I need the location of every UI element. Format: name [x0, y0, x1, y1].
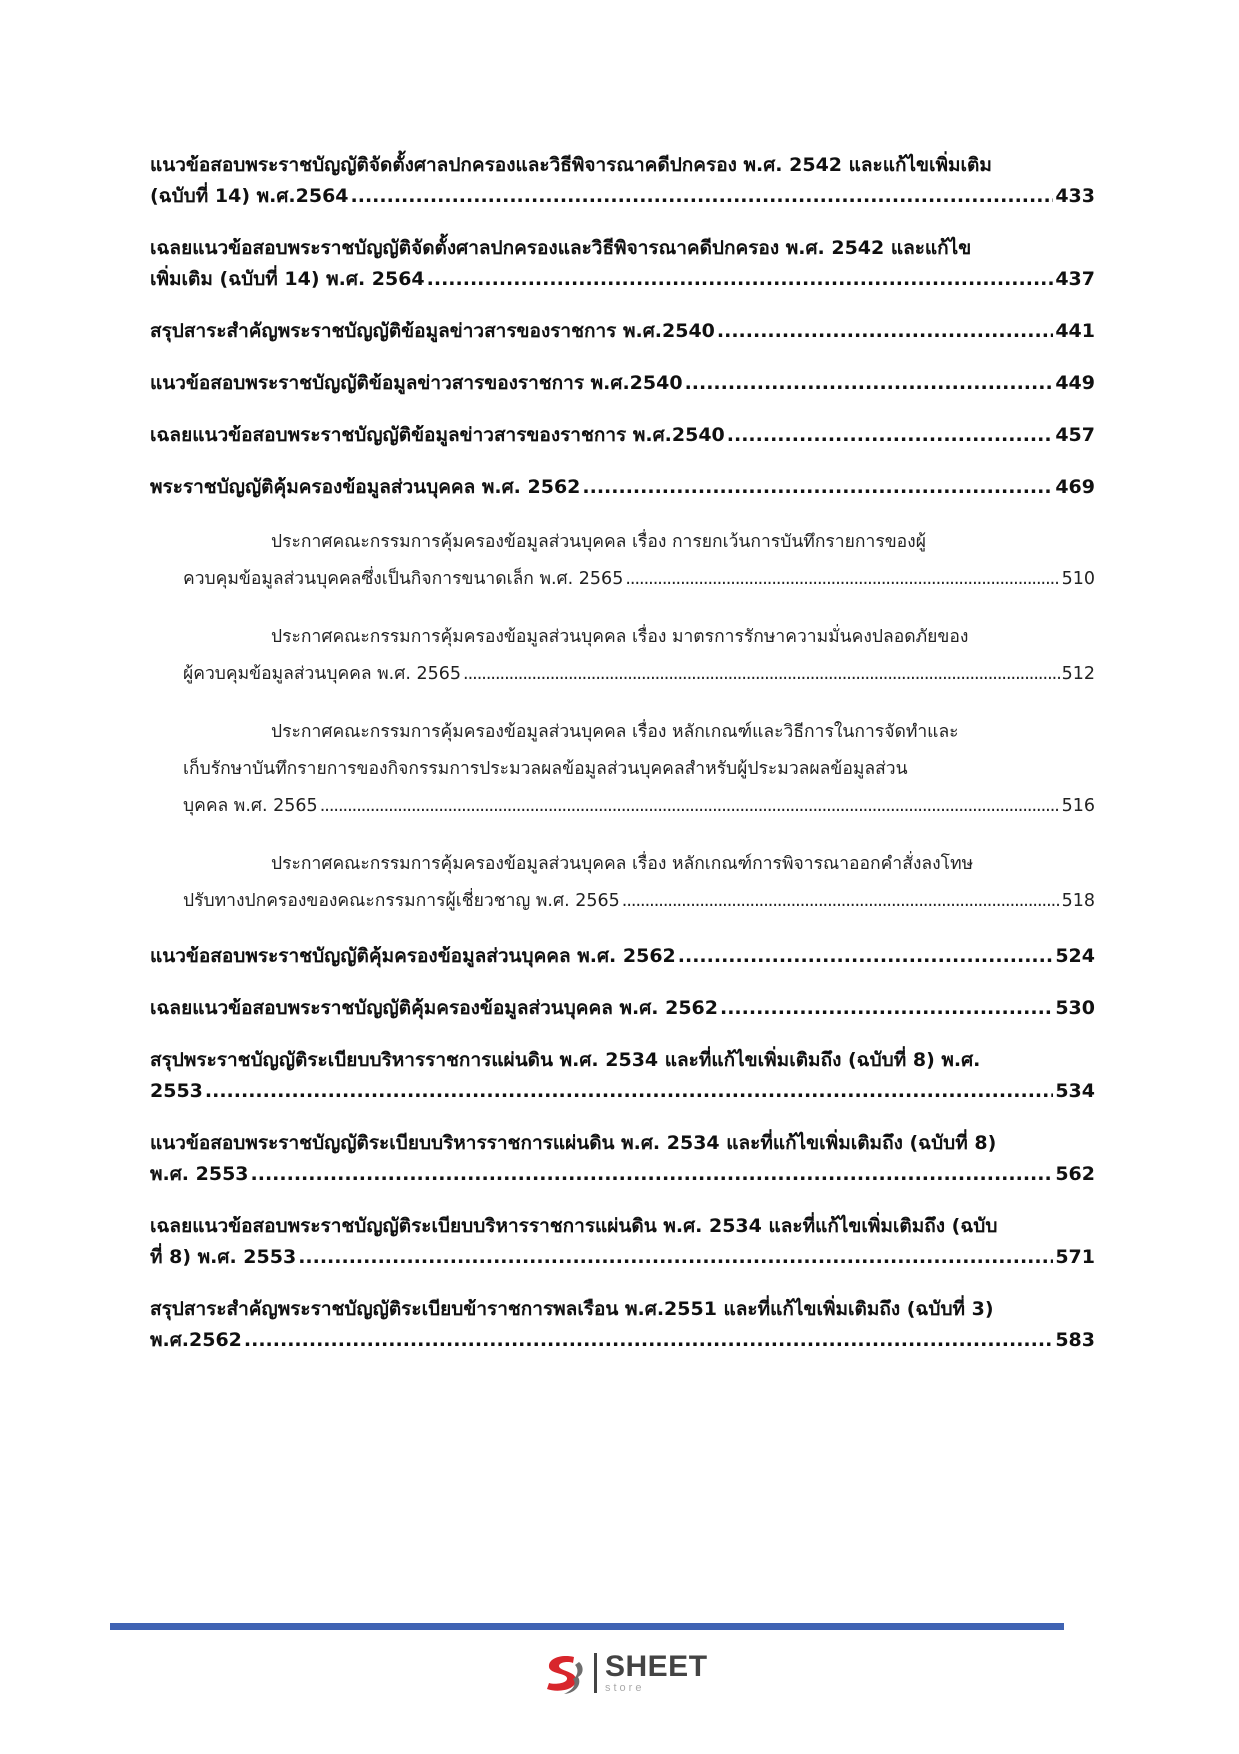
toc-entry-text: ประกาศคณะกรรมการคุ้มครองข้อมูลส่วนบุคคล เรื่อง หลักเกณฑ์การพิจารณาออกคำสั่งลงโทษ — [271, 854, 974, 874]
toc-entry-text: ผู้ควบคุมข้อมูลส่วนบุคคล พ.ศ. 2565 — [183, 664, 462, 684]
dot-leader — [727, 420, 1054, 451]
toc-entry-lastline — [150, 993, 1095, 1024]
toc-entry-text: 2553 — [150, 1080, 203, 1102]
toc-entry-text: พ.ศ.2562 — [150, 1329, 242, 1351]
toc-entry-text: แนวข้อสอบพระราชบัญญัติข้อมูลข่าวสารของราชการ พ.ศ.2540 — [150, 372, 683, 394]
toc-entry-text: เฉลยแนวข้อสอบพระราชบัญญัติคุ้มครองข้อมูลส่วนบุคคล พ.ศ. 2562 — [150, 997, 718, 1019]
sheet-store-logo-icon — [540, 1649, 588, 1697]
toc-subentry — [150, 524, 1095, 598]
toc-entry-lastline — [150, 420, 1095, 451]
toc-entry — [150, 150, 1095, 212]
toc-entry — [150, 1294, 1095, 1356]
toc-entry-lastline — [150, 941, 1095, 972]
dot-leader — [320, 788, 1060, 825]
toc-entry-lastline — [150, 1159, 1095, 1190]
page-number: 433 — [1055, 185, 1095, 207]
toc-entry-lastline — [150, 181, 1095, 212]
dot-leader — [720, 993, 1053, 1024]
brand-logo — [540, 1648, 710, 1698]
toc-entry-lastline — [183, 788, 1095, 825]
toc-entry — [150, 420, 1095, 451]
page-number: 518 — [1061, 891, 1095, 911]
toc-subentry — [150, 714, 1095, 825]
toc-entry — [150, 233, 1095, 295]
toc-entry — [150, 993, 1095, 1024]
toc-entry-text: เฉลยแนวข้อสอบพระราชบัญญัติจัดตั้งศาลปกครองและวิธีพิจารณาคดีปกครอง พ.ศ. 2542 และแก้ไข — [150, 237, 972, 259]
toc-entry — [150, 472, 1095, 503]
toc-subentry — [150, 846, 1095, 920]
toc-entry — [150, 368, 1095, 399]
toc-entry — [150, 1128, 1095, 1190]
toc-entry-text: ประกาศคณะกรรมการคุ้มครองข้อมูลส่วนบุคคล เรื่อง การยกเว้นการบันทึกรายการของผู้ — [271, 532, 926, 552]
brand-subtitle: store — [605, 1682, 645, 1694]
toc-entry — [150, 941, 1095, 972]
page-number: 449 — [1055, 372, 1095, 394]
toc-entry-text: ประกาศคณะกรรมการคุ้มครองข้อมูลส่วนบุคคล เรื่อง มาตรการรักษาความมั่นคงปลอดภัยของ — [271, 627, 969, 647]
toc-entry-text: เฉลยแนวข้อสอบพระราชบัญญัติข้อมูลข่าวสารของราชการ พ.ศ.2540 — [150, 424, 725, 446]
page-number: 534 — [1055, 1080, 1095, 1102]
toc-entry-lastline — [150, 1076, 1095, 1107]
toc-entry — [150, 316, 1095, 347]
toc-entry-text: ปรับทางปกครองของคณะกรรมการผู้เชี่ยวชาญ พ.ศ. 2565 — [183, 891, 620, 911]
dot-leader — [463, 656, 1060, 693]
page-number: 441 — [1055, 320, 1095, 342]
toc-entry-lastline — [150, 316, 1095, 347]
page-number: 583 — [1055, 1329, 1095, 1351]
dot-leader — [205, 1076, 1053, 1107]
page-number: 512 — [1061, 664, 1095, 684]
toc-entry-text: ที่ 8) พ.ศ. 2553 — [150, 1246, 297, 1268]
toc-entry-lastline — [183, 883, 1095, 920]
toc-entry-text: พ.ศ. 2553 — [150, 1163, 249, 1185]
page-number: 516 — [1061, 796, 1095, 816]
dot-leader — [717, 316, 1053, 347]
page-number: 530 — [1055, 997, 1095, 1019]
toc-entry-lastline — [150, 1242, 1095, 1273]
toc-entry-text: พระราชบัญญัติคุ้มครองข้อมูลส่วนบุคคล พ.ศ. 2562 — [150, 476, 581, 498]
page-number: 469 — [1055, 476, 1095, 498]
dot-leader — [678, 941, 1054, 972]
page-number: 510 — [1061, 569, 1095, 589]
toc-entry-text: ควบคุมข้อมูลส่วนบุคคลซึ่งเป็นกิจการขนาดเล็ก พ.ศ. 2565 — [183, 569, 624, 589]
toc-entry-lastline — [183, 561, 1095, 598]
dot-leader — [427, 264, 1054, 295]
toc-entry-text: เพิ่มเติม (ฉบับที่ 14) พ.ศ. 2564 — [150, 268, 425, 290]
dot-leader — [685, 368, 1054, 399]
dot-leader — [351, 181, 1054, 212]
toc-subentry — [150, 619, 1095, 693]
page-number: 437 — [1055, 268, 1095, 290]
page-number: 457 — [1055, 424, 1095, 446]
toc-entry-lastline — [150, 472, 1095, 503]
dot-leader — [582, 472, 1053, 503]
dot-leader — [622, 883, 1060, 920]
toc-entry-text: แนวข้อสอบพระราชบัญญัติจัดตั้งศาลปกครองและวิธีพิจารณาคดีปกครอง พ.ศ. 2542 และแก้ไขเพิ่มเติม — [150, 154, 992, 176]
toc-entry — [150, 1045, 1095, 1107]
toc-entry-lastline — [150, 264, 1095, 295]
brand-name: SHEET — [605, 1650, 708, 1683]
toc-entry — [150, 1211, 1095, 1273]
toc-entry-text: แนวข้อสอบพระราชบัญญัติระเบียบบริหารราชการแผ่นดิน พ.ศ. 2534 และที่แก้ไขเพิ่มเติมถึง (ฉบับที่ 8) — [150, 1132, 997, 1154]
dot-leader — [298, 1242, 1053, 1273]
toc-entry-text: แนวข้อสอบพระราชบัญญัติคุ้มครองข้อมูลส่วนบุคคล พ.ศ. 2562 — [150, 945, 676, 967]
toc-entry-text: สรุปสาระสำคัญพระราชบัญญัติระเบียบข้าราชการพลเรือน พ.ศ.2551 และที่แก้ไขเพิ่มเติมถึง (ฉบับที่ 3) — [150, 1298, 994, 1320]
toc-entry-lastline — [183, 656, 1095, 693]
toc-entry-text: สรุปสาระสำคัญพระราชบัญญัติข้อมูลข่าวสารของราชการ พ.ศ.2540 — [150, 320, 715, 342]
toc-entry-text: ประกาศคณะกรรมการคุ้มครองข้อมูลส่วนบุคคล เรื่อง หลักเกณฑ์และวิธีการในการจัดทำและ — [271, 722, 959, 742]
table-of-contents — [150, 150, 1095, 1377]
toc-entry-text: เฉลยแนวข้อสอบพระราชบัญญัติระเบียบบริหารราชการแผ่นดิน พ.ศ. 2534 และที่แก้ไขเพิ่มเติมถึง (ฉบับ — [150, 1215, 998, 1237]
dot-leader — [251, 1159, 1054, 1190]
toc-entry-text: เก็บรักษาบันทึกรายการของกิจกรรมการประมวลผลข้อมูลส่วนบุคคลสำหรับผู้ประมวลผลข้อมูลส่วน — [183, 759, 908, 779]
footer-rule — [110, 1623, 1064, 1630]
page-number: 571 — [1055, 1246, 1095, 1268]
toc-entry-lastline — [150, 1325, 1095, 1356]
dot-leader — [244, 1325, 1053, 1356]
toc-entry-text: สรุปพระราชบัญญัติระเบียบบริหารราชการแผ่นดิน พ.ศ. 2534 และที่แก้ไขเพิ่มเติมถึง (ฉบับที่ 8) พ.ศ. — [150, 1049, 981, 1071]
toc-entry-text: บุคคล พ.ศ. 2565 — [183, 796, 318, 816]
page-number: 524 — [1055, 945, 1095, 967]
toc-entry-text: (ฉบับที่ 14) พ.ศ.2564 — [150, 185, 349, 207]
dot-leader — [625, 561, 1059, 598]
logo-separator — [594, 1653, 597, 1693]
toc-entry-lastline — [150, 368, 1095, 399]
page-number: 562 — [1055, 1163, 1095, 1185]
